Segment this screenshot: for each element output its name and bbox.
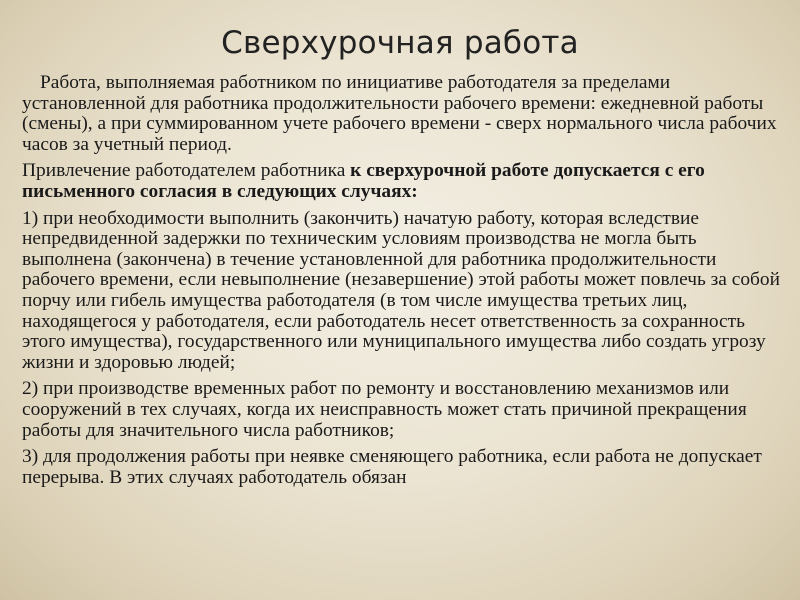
involvement-paragraph [22,161,782,202]
involvement-lead-text: Привлечение работодателем работника [22,160,351,182]
case-3-paragraph: 3) для продолжения работы при неявке сменяющего работника, если работа не допускает перерыва. В этих случаях работодатель обязан [22,446,762,488]
slide-body [22,73,782,494]
case-1-paragraph: 1) при необходимости выполнить (закончить) начатую работу, которая вследствие непредвиденной задержки по техническим условиям производства не могла быть выполнена (закончена) в течение установленной для работника продолжительности рабочего времени, если невыполнение (незавершение) этой работы может повлечь за собой порчу или гибель имущества работодателя (в том числе имущества третьих лиц, находящегося у работодателя, если работодатель несет ответственность за сохранность этого имущества), государственного или муниципального имущества либо создать угрозу жизни и здоровью людей; [22,207,780,373]
slide-title: Сверхурочная работа [221,25,579,61]
involvement-bold-text: к сверхурочной работе допускается с его письменного согласия в следующих случаях: [22,160,705,202]
definition-paragraph: Работа, выполняемая работником по инициативе работодателя за пределами установленной для работника продолжительности рабочего времени: ежедневной работы (смены), а при суммированном учете рабочего времени - сверх нормального числа рабочих часов за учетный период. [22,72,777,155]
case-2-paragraph: 2) при производстве временных работ по ремонту и восстановлению механизмов или сооружений в тех случаях, когда их неисправность может стать причиной прекращения работы для значительного числа работников; [22,378,747,441]
